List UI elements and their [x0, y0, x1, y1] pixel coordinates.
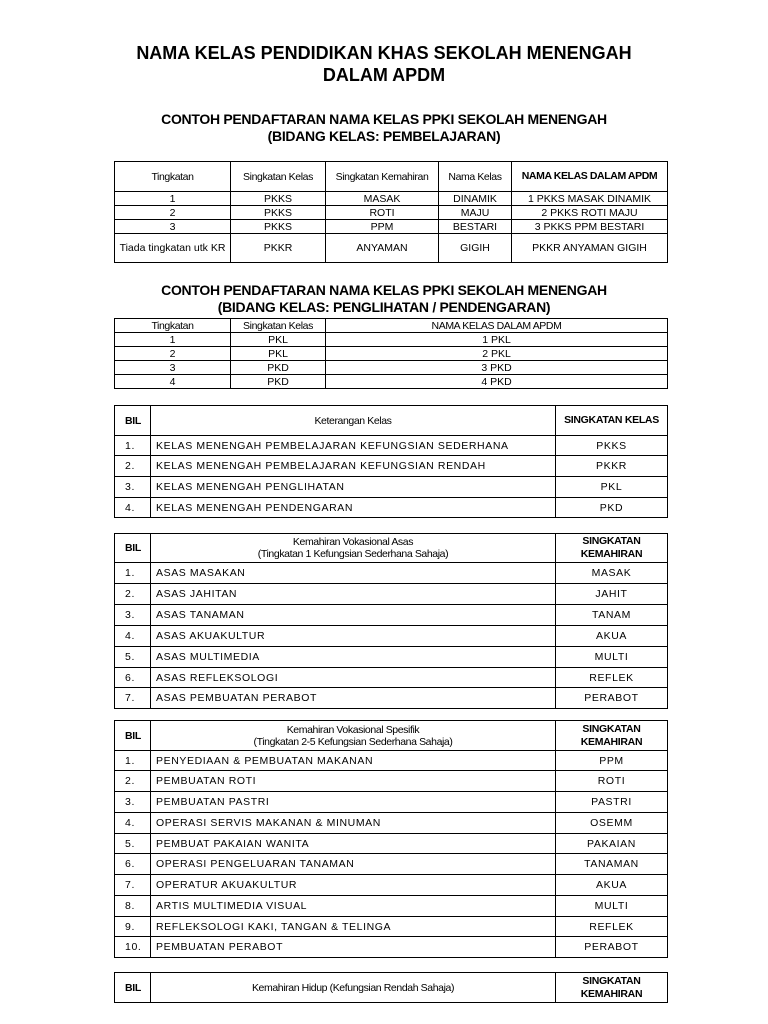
table-row: [115, 647, 668, 668]
table-row: [115, 875, 668, 896]
table-cell: OPERATUR AKUAKULTUR: [151, 875, 556, 896]
table-cell: 9.: [115, 917, 151, 937]
pembelajaran-example-table: [114, 161, 668, 263]
table-cell: 7.: [115, 688, 151, 709]
table-cell: PKKS: [231, 206, 326, 220]
table-row: [115, 854, 668, 875]
table-cell: PEMBUATAN ROTI: [151, 771, 556, 792]
col-header: BIL: [115, 721, 151, 751]
table-cell: AKUA: [556, 626, 668, 647]
table-row: [115, 896, 668, 917]
table-cell: PASTRI: [556, 792, 668, 813]
col-header: NAMA KELAS DALAM APDM: [512, 162, 668, 192]
table-cell: ROTI: [556, 771, 668, 792]
table-cell: PKD: [556, 498, 668, 518]
table-cell: ANYAMAN: [326, 234, 439, 263]
table-cell: PKKR ANYAMAN GIGIH: [512, 234, 668, 263]
table-cell: PAKAIAN: [556, 834, 668, 854]
table-cell: PERABOT: [556, 937, 668, 958]
table-cell: KELAS MENENGAH PEMBELAJARAN KEFUNGSIAN SEDERHANA: [151, 436, 556, 456]
table-cell: 1.: [115, 436, 151, 456]
table-cell: KELAS MENENGAH PENDENGARAN: [151, 498, 556, 518]
title-line-1: NAMA KELAS PENDIDIKAN KHAS SEKOLAH MENENGAH: [136, 43, 632, 63]
table-cell: 2 PKL: [326, 347, 668, 361]
table-row: [115, 375, 668, 389]
table-cell: 3: [115, 361, 231, 375]
table-cell: ASAS JAHITAN: [151, 584, 556, 605]
table-row: [115, 626, 668, 647]
col-header: [151, 534, 556, 563]
col-header: SINGKATAN KEMAHIRAN: [556, 973, 668, 1003]
col-header: Singkatan Kelas: [231, 162, 326, 192]
title-line-2: DALAM APDM: [322, 65, 446, 85]
table-cell: TANAMAN: [556, 854, 668, 875]
table-row: [115, 436, 668, 456]
table-cell: TANAM: [556, 605, 668, 626]
table-cell: MASAK: [326, 192, 439, 206]
table-cell: PKKR: [231, 234, 326, 263]
table-row: [115, 813, 668, 834]
col-header: Kemahiran Hidup (Kefungsian Rendah Sahaja): [151, 973, 556, 1003]
vokasional-asas-table: [114, 533, 668, 709]
table-cell: PEMBUATAN PASTRI: [151, 792, 556, 813]
table-cell: 4: [115, 375, 231, 389]
col-header: Singkatan Kelas: [231, 319, 326, 333]
table-cell: GIGIH: [439, 234, 512, 263]
table-cell: PKL: [556, 477, 668, 498]
table-row: [115, 605, 668, 626]
table-header-row: [115, 721, 668, 751]
table-header-row: [115, 319, 668, 333]
table-row: [115, 937, 668, 958]
col-header: BIL: [115, 534, 151, 563]
table-row: [115, 498, 668, 518]
table-cell: 3 PKKS PPM BESTARI: [512, 220, 668, 234]
table-cell: 5.: [115, 647, 151, 668]
table-cell: 3.: [115, 792, 151, 813]
table-cell: 1 PKL: [326, 333, 668, 347]
table-cell: PENYEDIAAN & PEMBUATAN MAKANAN: [151, 751, 556, 771]
table-cell: PERABOT: [556, 688, 668, 709]
vokasional-spesifik-table: [114, 720, 668, 958]
table-cell: PPM: [556, 751, 668, 771]
table-cell: MAJU: [439, 206, 512, 220]
section2-heading-line2: (BIDANG KELAS: PENGLIHATAN / PENDENGARAN): [217, 299, 551, 315]
table-cell: AKUA: [556, 875, 668, 896]
col-header: SINGKATAN KELAS: [556, 406, 668, 436]
table-cell: Tiada tingkatan utk KR: [115, 234, 231, 263]
col-header: BIL: [115, 973, 151, 1003]
section2-heading-line1: CONTOH PENDAFTARAN NAMA KELAS PPKI SEKOLAH MENENGAH: [161, 282, 607, 298]
table-header-row: [115, 534, 668, 563]
table-cell: PKKS: [231, 192, 326, 206]
table-cell: ASAS PEMBUATAN PERABOT: [151, 688, 556, 709]
table-cell: 4 PKD: [326, 375, 668, 389]
col-header: [151, 721, 556, 751]
table-row: [115, 771, 668, 792]
table-cell: ROTI: [326, 206, 439, 220]
table-cell: ARTIS MULTIMEDIA VISUAL: [151, 896, 556, 917]
table-row: [115, 751, 668, 771]
section1-heading: [0, 111, 768, 145]
table-row: [115, 456, 668, 477]
table-cell: 4.: [115, 626, 151, 647]
table-row: [115, 206, 668, 220]
col-header: Nama Kelas: [439, 162, 512, 192]
table-cell: 6.: [115, 854, 151, 875]
table-cell: PEMBUATAN PERABOT: [151, 937, 556, 958]
table-cell: PKD: [231, 361, 326, 375]
table-cell: 3: [115, 220, 231, 234]
table-row: [115, 792, 668, 813]
kemahiran-hidup-table: [114, 972, 668, 1003]
col-header: NAMA KELAS DALAM APDM: [326, 319, 668, 333]
table-cell: PKL: [231, 347, 326, 361]
col-header: SINGKATAN KEMAHIRAN: [556, 534, 668, 563]
table-cell: 2: [115, 347, 231, 361]
section1-heading-line2: (BIDANG KELAS: PEMBELAJARAN): [267, 128, 501, 144]
table-cell: ASAS TANAMAN: [151, 605, 556, 626]
table-row: [115, 668, 668, 688]
table-row: [115, 917, 668, 937]
section1-heading-line1: CONTOH PENDAFTARAN NAMA KELAS PPKI SEKOLAH MENENGAH: [161, 111, 607, 127]
table-cell: 1: [115, 192, 231, 206]
table-row: [115, 192, 668, 206]
header-line-1: Kemahiran Vokasional Spesifik: [286, 723, 420, 736]
col-header: BIL: [115, 406, 151, 436]
table-cell: 3.: [115, 605, 151, 626]
document-title: [0, 42, 768, 86]
table-cell: PKD: [231, 375, 326, 389]
table-row: [115, 688, 668, 709]
table-cell: PKL: [231, 333, 326, 347]
penglihatan-example-table: [114, 318, 668, 389]
table-cell: PPM: [326, 220, 439, 234]
table-row: [115, 477, 668, 498]
table-cell: REFLEKSOLOGI KAKI, TANGAN & TELINGA: [151, 917, 556, 937]
table-cell: 10.: [115, 937, 151, 958]
table-row: [115, 361, 668, 375]
table-header-row: [115, 406, 668, 436]
col-header: Tingkatan: [115, 162, 231, 192]
table-header-row: [115, 162, 668, 192]
table-cell: ASAS REFLEKSOLOGI: [151, 668, 556, 688]
table-cell: 8.: [115, 896, 151, 917]
table-cell: 5.: [115, 834, 151, 854]
table-cell: KELAS MENENGAH PENGLIHATAN: [151, 477, 556, 498]
table-row: [115, 834, 668, 854]
table-cell: 2.: [115, 456, 151, 477]
table-cell: OPERASI SERVIS MAKANAN & MINUMAN: [151, 813, 556, 834]
table-cell: 2.: [115, 771, 151, 792]
table-header-row: [115, 973, 668, 1003]
table-row: [115, 347, 668, 361]
table-cell: OPERASI PENGELUARAN TANAMAN: [151, 854, 556, 875]
table-cell: MULTI: [556, 896, 668, 917]
kelas-abbreviation-table: [114, 405, 668, 518]
table-cell: 2.: [115, 584, 151, 605]
table-cell: ASAS MULTIMEDIA: [151, 647, 556, 668]
table-cell: OSEMM: [556, 813, 668, 834]
table-cell: ASAS AKUAKULTUR: [151, 626, 556, 647]
table-row: [115, 563, 668, 584]
table-cell: 4.: [115, 498, 151, 518]
table-row: [115, 234, 668, 263]
table-cell: PKKS: [556, 436, 668, 456]
table-cell: 3.: [115, 477, 151, 498]
table-row: [115, 333, 668, 347]
table-cell: MASAK: [556, 563, 668, 584]
table-row: [115, 220, 668, 234]
table-cell: PKKS: [231, 220, 326, 234]
table-cell: KELAS MENENGAH PEMBELAJARAN KEFUNGSIAN RENDAH: [151, 456, 556, 477]
col-header: Singkatan Kemahiran: [326, 162, 439, 192]
table-cell: REFLEK: [556, 917, 668, 937]
table-row: [115, 584, 668, 605]
table-cell: BESTARI: [439, 220, 512, 234]
table-cell: ASAS MASAKAN: [151, 563, 556, 584]
table-cell: 1 PKKS MASAK DINAMIK: [512, 192, 668, 206]
section2-heading: [0, 282, 768, 316]
table-cell: 3 PKD: [326, 361, 668, 375]
header-line-1: Kemahiran Vokasional Asas: [292, 536, 414, 548]
table-cell: 2 PKKS ROTI MAJU: [512, 206, 668, 220]
header-line-2: (Tingkatan 1 Kefungsian Sederhana Sahaja): [257, 548, 449, 560]
table-cell: DINAMIK: [439, 192, 512, 206]
table-cell: PEMBUAT PAKAIAN WANITA: [151, 834, 556, 854]
table-cell: MULTI: [556, 647, 668, 668]
table-cell: JAHIT: [556, 584, 668, 605]
table-cell: 1.: [115, 751, 151, 771]
table-cell: 4.: [115, 813, 151, 834]
table-cell: 6.: [115, 668, 151, 688]
table-cell: REFLEK: [556, 668, 668, 688]
table-cell: 7.: [115, 875, 151, 896]
table-cell: 1: [115, 333, 231, 347]
table-cell: PKKR: [556, 456, 668, 477]
table-cell: 2: [115, 206, 231, 220]
header-line-2: (Tingkatan 2-5 Kefungsian Sederhana Sahaja): [253, 735, 453, 748]
col-header: Tingkatan: [115, 319, 231, 333]
col-header: SINGKATAN KEMAHIRAN: [556, 721, 668, 751]
table-cell: 1.: [115, 563, 151, 584]
col-header: Keterangan Kelas: [151, 406, 556, 436]
